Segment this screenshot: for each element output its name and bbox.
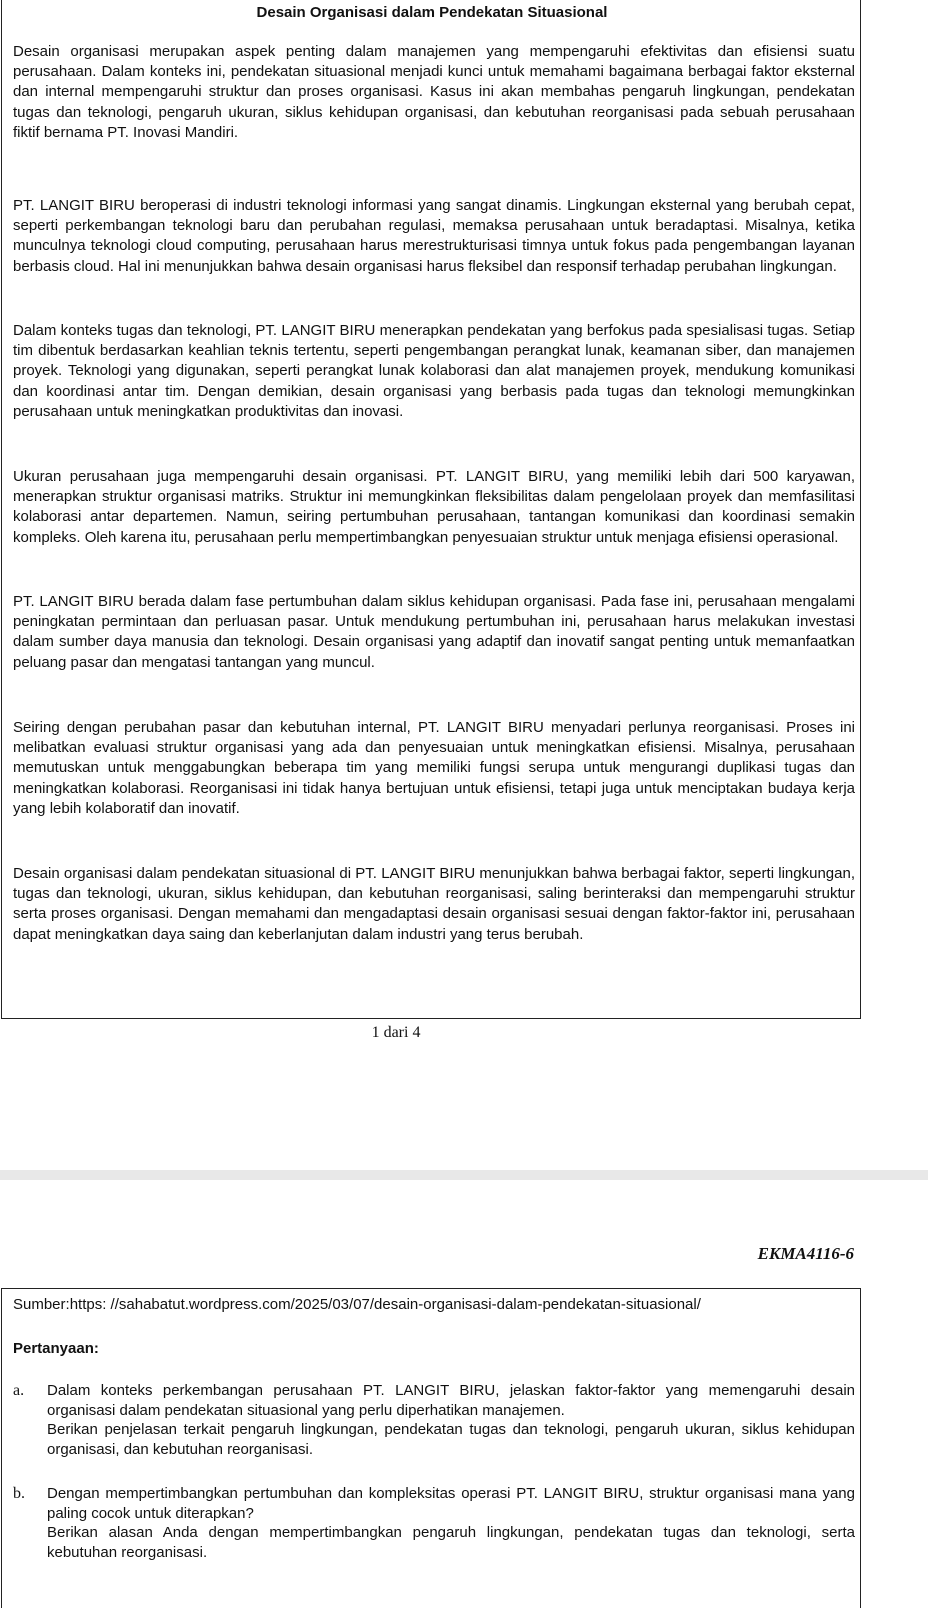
- question-letter: b.: [13, 1485, 25, 1502]
- page-number: 1 dari 4: [371, 1024, 421, 1041]
- paragraph-size: Ukuran perusahaan juga mempengaruhi desain organisasi. PT. LANGIT BIRU, yang memiliki lebih dari 500 karyawan, menerapkan struktur organisasi matriks. Struktur ini memungkinkan fleksibilitas dalam pengelolaan proyek dan memfasilitasi kolaborasi antar departemen. Namun, seiring pertumbuhan perusahaan, tantangan komunikasi dan koordinasi semakin kompleks. Oleh karena itu, perusahaan perlu mempertimbangkan penyesuaian struktur untuk menjaga efisiensi operasional.: [13, 468, 855, 546]
- question-item: [13, 1484, 855, 1562]
- paragraph-life-cycle: PT. LANGIT BIRU berada dalam fase pertumbuhan dalam siklus kehidupan organisasi. Pada fase ini, perusahaan mengalami peningkatan permintaan dan perluasan pasar. Untuk mendukung pertumbuhan ini, perusahaan harus melakukan investasi dalam sumber daya manusia dan teknologi. Desain organisasi yang adaptif dan inovatif sangat penting untuk memanfaatkan peluang pasar dan mengatasi tantangan yang muncul.: [13, 593, 855, 671]
- questions-heading: Pertanyaan:: [13, 1340, 99, 1357]
- case-title: Desain Organisasi dalam Pendekatan Situasional: [256, 4, 608, 21]
- question-subtext: Berikan penjelasan terkait pengaruh lingkungan, pendekatan tugas dan teknologi, pengaruh ukuran, siklus kehidupan organisasi, dan kebutuhan reorganisasi.: [47, 1421, 855, 1458]
- source-link[interactable]: Sumber:https: //sahabatut.wordpress.com/2025/03/07/desain-organisasi-dalam-pendekatan-situasional/: [13, 1296, 701, 1313]
- paragraph-environment: PT. LANGIT BIRU beroperasi di industri teknologi informasi yang sangat dinamis. Lingkungan eksternal yang berubah cepat, seperti perkembangan teknologi baru dan perubahan regulasi, memaksa perusahaan untuk beradaptasi. Misalnya, ketika munculnya teknologi cloud computing, perusahaan harus merestrukturisasi timnya untuk fokus pada pengembangan layanan berbasis cloud. Hal ini menunjukkan bahwa desain organisasi harus fleksibel dan responsif terhadap perubahan lingkungan.: [13, 197, 855, 275]
- paragraph-conclusion: Desain organisasi dalam pendekatan situasional di PT. LANGIT BIRU menunjukkan bahwa berbagai faktor, seperti lingkungan, tugas dan teknologi, ukuran, siklus kehidupan, dan kebutuhan reorganisasi, saling berinteraksi dan mempengaruhi struktur serta proses organisasi. Dengan memahami dan mengadaptasi desain organisasi sesuai dengan faktor-faktor ini, perusahaan dapat meningkatkan daya saing dan keberlanjutan dalam industri yang terus berubah.: [13, 865, 855, 943]
- question-item: [13, 1381, 855, 1459]
- question-subtext: Berikan alasan Anda dengan mempertimbangkan pengaruh lingkungan, pendekatan tugas dan teknologi, serta kebutuhan reorganisasi.: [47, 1524, 855, 1561]
- question-text: Dalam konteks perkembangan perusahaan PT. LANGIT BIRU, jelaskan faktor-faktor yang memengaruhi desain organisasi dalam pendekatan situasional yang perlu diperhatikan manajemen.: [47, 1382, 855, 1419]
- question-text: Dengan mempertimbangkan pertumbuhan dan kompleksitas operasi PT. LANGIT BIRU, struktur organisasi mana yang paling cocok untuk diterapkan?: [47, 1485, 855, 1522]
- course-code: EKMA4116-6: [757, 1244, 854, 1263]
- question-letter: a.: [13, 1382, 25, 1399]
- paragraph-task-technology: Dalam konteks tugas dan teknologi, PT. LANGIT BIRU menerapkan pendekatan yang berfokus pada spesialisasi tugas. Setiap tim dibentuk berdasarkan keahlian teknis tertentu, seperti pengembangan perangkat lunak, keamanan siber, dan manajemen proyek. Teknologi yang digunakan, seperti perangkat lunak kolaborasi dan alat manajemen proyek, mendukung komunikasi dan koordinasi antar tim. Dengan demikian, desain organisasi yang berbasis pada tugas dan teknologi memungkinkan perusahaan untuk meningkatkan produktivitas dan inovasi.: [13, 322, 855, 420]
- questions-box: [1, 1288, 861, 1608]
- paragraph-reorganization: Seiring dengan perubahan pasar dan kebutuhan internal, PT. LANGIT BIRU menyadari perlunya reorganisasi. Proses ini melibatkan evaluasi struktur organisasi yang ada dan penyesuaian untuk meningkatkan efisiensi. Misalnya, perusahaan memutuskan untuk menggabungkan beberapa tim yang memiliki fungsi serupa untuk mengurangi duplikasi tugas dan meningkatkan kolaborasi. Reorganisasi ini tidak hanya bertujuan untuk efisiensi, tetapi juga untuk menciptakan budaya kerja yang lebih kolaboratif dan inovatif.: [13, 719, 855, 817]
- document-page-2: [0, 1180, 928, 1601]
- paragraph-intro: Desain organisasi merupakan aspek penting dalam manajemen yang mempengaruhi efektivitas dan efisiensi suatu perusahaan. Dalam konteks ini, pendekatan situasional menjadi kunci untuk memahami bagaimana berbagai faktor eksternal dan internal mempengaruhi struktur dan proses organisasi. Kasus ini akan membahas pengaruh lingkungan, pendekatan tugas dan teknologi, pengaruh ukuran, siklus kehidupan organisasi, dan kebutuhan reorganisasi pada sebuah perusahaan fiktif bernama PT. Inovasi Mandiri.: [13, 43, 855, 141]
- case-study-box: [1, 0, 861, 1019]
- page-separator: [0, 1170, 928, 1180]
